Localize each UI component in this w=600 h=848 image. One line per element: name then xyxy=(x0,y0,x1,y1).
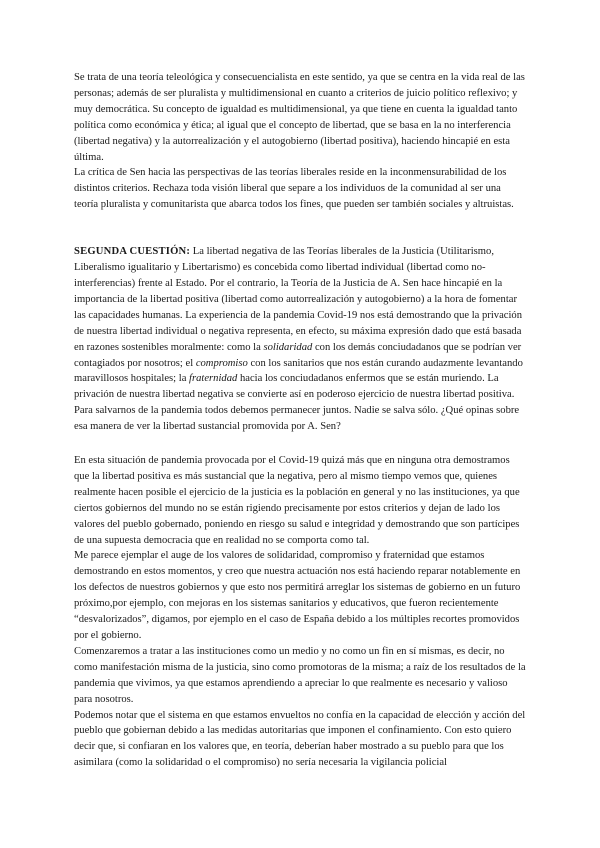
paragraph-second-question xyxy=(74,244,526,435)
paragraph-answer-2: Me parece ejemplar el auge de los valores de solidaridad, compromiso y fraternidad que estamos demostrando en estos momentos, y creo que nuestra actuación nos está haciendo reparar notablemente en los defectos de nuestros gobiernos y que esto nos permitirá arreglar los sistemas de gobierno en un futuro próximo,por ejemplo, con mejoras en los sistemas sanitarios y educativos, que fueron recientemente “desvalorizados”, digamos, por ejemplo en el caso de España debido a los múltiples recortes promovidos por el gobierno. xyxy=(74,550,521,641)
question-text-d: hacia los conciudadanos enfermos que se están muriendo. La privación de nuestra libertad negativa se convierte así en poderoso ejercicio de nuestra libertad positiva. Para salvarnos de la pandemia todos debemos permanecer juntos. Nadie se salva sólo. ¿Qué opinas sobre esa manera de ver la libertad sustancial promovida por A. Sen? xyxy=(74,373,520,433)
paragraph-answer-4: Podemos notar que el sistema en que estamos envueltos no confía en la capacidad de elección y acción del pueblo que gobiernan debido a las medidas autoritarias que imponen el confinamiento. Con esto quiero decir que, si confiaran en los valores que, en teoría, deberían haber mostrado a su pueblo para que los asimilara (como la solidaridad o el compromiso) no sería necesaria la vigilancia policial xyxy=(74,709,526,769)
paragraph-answer-3: Comenzaremos a tratar a las instituciones como un medio y no como un fin en sí mismas, es decir, no como manifestación misma de la justicia, sino como promotoras de la misma; a raíz de los resultados de la pandemia que vivimos, ya que estamos aprendiendo a apreciar lo que realmente es necesario y valioso para nosotros. xyxy=(74,645,526,705)
emphasis-solidaridad: solidaridad xyxy=(263,341,313,353)
paragraph-sen-critique: La crítica de Sen hacia las perspectivas de las teorías liberales reside en la inconmensurabilidad de los distintos criterios. Rechaza toda visión liberal que separe a los individuos de la comunidad al ser una teoría pluralista y comunitarista que abarca todos los fines, que pueden ser también sociales y altruistas. xyxy=(74,167,514,211)
question-text-b: con los demás conciudadanos que se podrían ver contagiados por nosotros; el xyxy=(74,341,522,369)
paragraph-sen-theory: Se trata de una teoría teleológica y consecuencialista en este sentido, ya que se centra en la vida real de las personas; además de ser pluralista y multidimensional en cuanto a criterios de juicio político reflexivo; y muy democrática. Su concepto de igualdad es multidimensional, ya que tiene en cuenta la igualdad tanto política como económica y ética; al igual que el concepto de libertad, que se basa en la no interferencia (libertad negativa) y la autorrealización y el autogobierno (libertad positiva), haciendo hincapié en esta última. xyxy=(74,72,525,163)
document-body xyxy=(74,70,526,771)
emphasis-compromiso: compromiso xyxy=(195,357,248,369)
question-text-c: con los sanitarios que nos están curando audazmente levantando maravillosos hospitales; la xyxy=(74,357,523,385)
question-text-a: La libertad negativa de las Teorías liberales de la Justicia (Utilitarismo, Liberalismo igualitario y Libertarismo) es concebida como libertad individual (libertad como no-interferencias) frente al Estado. Por el contrario, la Teoría de la Justicia de A. Sen hace hincapié en la importancia de la libertad positiva (libertad como autorrealización y autogobierno) a la hora de fomentar las capacidades humanas. La experiencia de la pandemia Covid-19 nos está demostrando que la privación de nuestra libertad individual o negativa representa, en efecto, su máxima expresión dado que está basada en razones sostenibles moralmente: como la xyxy=(74,246,523,353)
emphasis-fraternidad: fraternidad xyxy=(189,373,238,385)
question-heading: SEGUNDA CUESTIÓN: xyxy=(74,246,191,258)
paragraph-answer-1: En esta situación de pandemia provocada por el Covid-19 quizá más que en ninguna otra demostramos que la libertad positiva es más sustancial que la negativa, pero al mismo tiempo vemos que, quienes realmente hacen posible el ejercicio de la justicia es la población en general y no las instituciones, ya que ciertos gobiernos del mundo no se están rigiendo precisamente por estos criterios y dejan de lado los valores del pueblo gobernado, poniendo en riesgo su salud e integridad y demostrando que son partícipes de una supuesta democracia que en realidad no se comporta como tal. xyxy=(74,455,520,546)
